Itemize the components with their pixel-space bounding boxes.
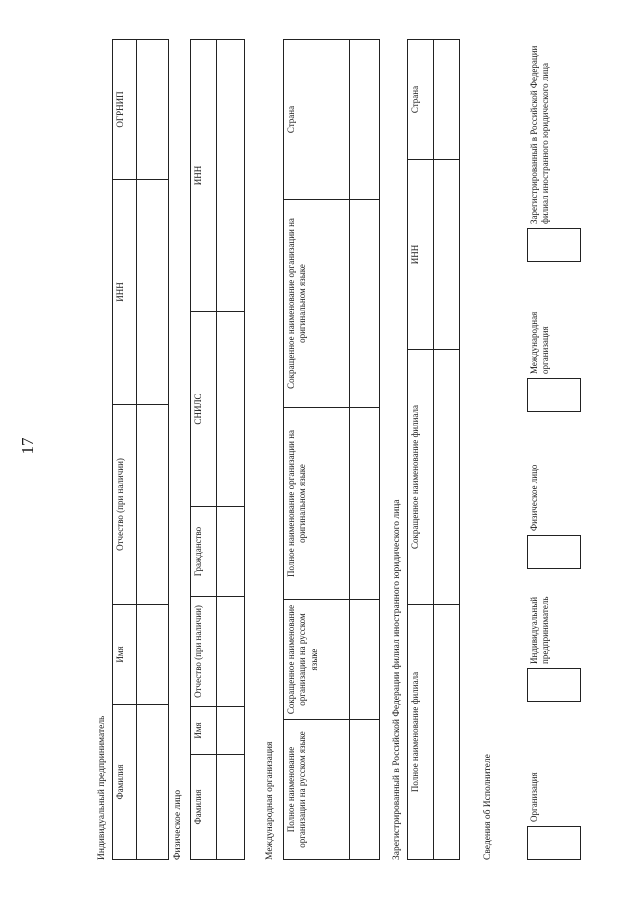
fl-col-patronymic: Отчество (при наличии) bbox=[191, 597, 217, 707]
branch-cell-country[interactable] bbox=[434, 40, 460, 160]
executor-section-title: Сведения об Исполнителе bbox=[483, 754, 493, 860]
branch-cell-inn[interactable] bbox=[434, 160, 460, 350]
mo-cell-full-name-ru[interactable] bbox=[350, 720, 380, 860]
executor-option-ip-label: Индивидуальный предприниматель bbox=[529, 596, 551, 664]
ip-section-title: Индивидуальный предприниматель bbox=[97, 715, 107, 860]
branch-cell-full-name[interactable] bbox=[434, 605, 460, 860]
fl-cell-firstname[interactable] bbox=[217, 707, 245, 755]
page-number: 17 bbox=[18, 437, 37, 455]
mo-section-title: Международная организация bbox=[265, 741, 275, 860]
executor-option-branch-checkbox[interactable] bbox=[527, 228, 581, 262]
mo-col-short-name-orig: Сокращенное наименование организации на оригинальном языке bbox=[284, 200, 350, 408]
mo-table bbox=[283, 39, 380, 860]
branch-col-short-name: Сокращенное наименование филиала bbox=[408, 350, 434, 605]
ip-cell-firstname[interactable] bbox=[137, 605, 169, 705]
ip-cell-inn[interactable] bbox=[137, 180, 169, 405]
branch-table bbox=[407, 39, 460, 860]
branch-section-title: Зарегистрированный в Российской Федерации филиал иностранного юридического лица bbox=[392, 499, 402, 860]
executor-option-mo-label: Международная организация bbox=[529, 311, 551, 374]
ip-cell-patronymic[interactable] bbox=[137, 405, 169, 605]
fl-cell-patronymic[interactable] bbox=[217, 597, 245, 707]
executor-option-branch-label: Зарегистрированный в Российской Федерации филиал иностранного юридического лица bbox=[529, 45, 551, 224]
mo-col-full-name-orig: Полное наименование организации на оригинальном языке bbox=[284, 408, 350, 600]
fl-cell-lastname[interactable] bbox=[217, 755, 245, 860]
fl-cell-inn[interactable] bbox=[217, 40, 245, 312]
fl-cell-snils[interactable] bbox=[217, 312, 245, 507]
branch-col-inn: ИНН bbox=[408, 160, 434, 350]
mo-col-country: Страна bbox=[284, 40, 350, 200]
mo-col-full-name-ru: Полное наименование организации на русском языке bbox=[284, 720, 350, 860]
ip-cell-lastname[interactable] bbox=[137, 705, 169, 860]
fl-cell-citizenship[interactable] bbox=[217, 507, 245, 597]
fl-col-snils: СНИЛС bbox=[191, 312, 217, 507]
ip-col-firstname: Имя bbox=[113, 605, 137, 705]
mo-cell-full-name-orig[interactable] bbox=[350, 408, 380, 600]
ip-col-inn: ИНН bbox=[113, 180, 137, 405]
executor-option-fl-label: Физическое лицо bbox=[529, 464, 539, 531]
fl-col-inn: ИНН bbox=[191, 40, 217, 312]
ip-table bbox=[112, 39, 169, 860]
mo-col-short-name-ru: Сокращенное наименование организации на русском языке bbox=[284, 600, 350, 720]
ip-col-ogrnip: ОГРНИП bbox=[113, 40, 137, 180]
ip-col-lastname: Фамилия bbox=[113, 705, 137, 860]
branch-col-country: Страна bbox=[408, 40, 434, 160]
branch-cell-short-name[interactable] bbox=[434, 350, 460, 605]
ip-col-patronymic: Отчество (при наличии) bbox=[113, 405, 137, 605]
branch-col-full-name: Полное наименование филиала bbox=[408, 605, 434, 860]
executor-option-ip-checkbox[interactable] bbox=[527, 668, 581, 702]
mo-cell-short-name-ru[interactable] bbox=[350, 600, 380, 720]
executor-option-organization-checkbox[interactable] bbox=[527, 826, 581, 860]
executor-option-organization-label: Организация bbox=[529, 772, 539, 822]
fl-table bbox=[190, 39, 245, 860]
executor-option-fl-checkbox[interactable] bbox=[527, 535, 581, 569]
ip-cell-ogrnip[interactable] bbox=[137, 40, 169, 180]
fl-col-lastname: Фамилия bbox=[191, 755, 217, 860]
fl-section-title: Физическое лицо bbox=[173, 789, 183, 860]
fl-col-firstname: Имя bbox=[191, 707, 217, 755]
executor-option-mo-checkbox[interactable] bbox=[527, 378, 581, 412]
mo-cell-country[interactable] bbox=[350, 40, 380, 200]
fl-col-citizenship: Гражданство bbox=[191, 507, 217, 597]
mo-cell-short-name-orig[interactable] bbox=[350, 200, 380, 408]
